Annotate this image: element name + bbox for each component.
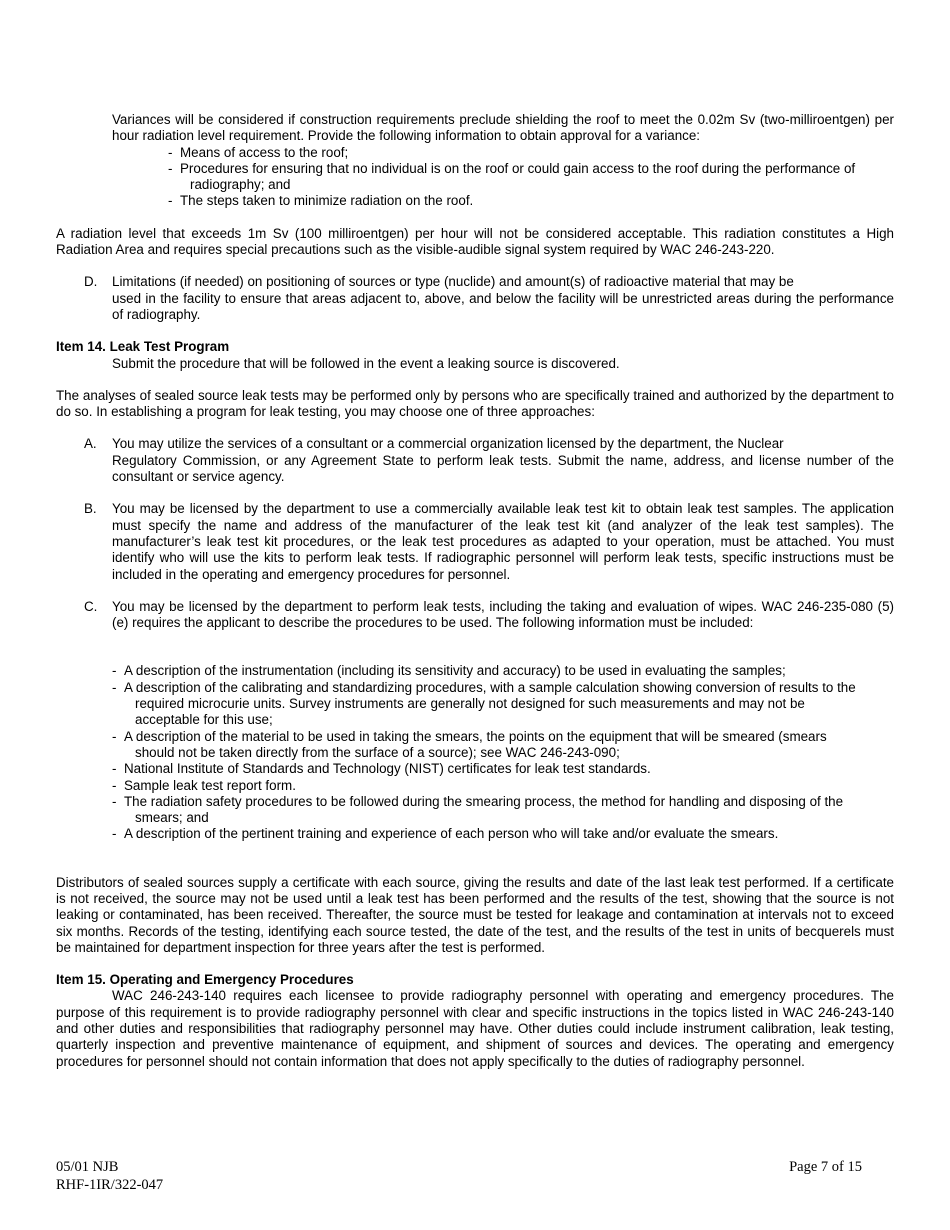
item15-text: WAC 246-243-140 requires each licensee to provide radiography personnel with operating and emergency procedures. The purpose of this requirement is to provide radiography personnel with clear and specific instructions in the topics listed in WAC 246-243-140 and other duties and responsibilities that radiography personnel may have. Other duties could include instrument calibration, leak testing, quarterly inspection and preventive maintenance of equipment, and shipment of sources and devices. The operating and emergency procedures for personnel should not contain information that does not apply specifically to the duties of radiography personnel. <box>56 988 894 1069</box>
item14-option-c <box>56 599 894 632</box>
option-c-letter: C. <box>84 598 98 614</box>
item-d-rest: used in the facility to ensure that areas adjacent to, above, and below the facility will be unrestricted areas during the performance of radiography. <box>112 290 894 322</box>
list-item: - The steps taken to minimize radiation on the roof. <box>168 193 894 209</box>
list-item: - National Institute of Standards and Technology (NIST) certificates for leak test standards. <box>112 761 894 777</box>
option-a-line1: You may utilize the services of a consultant or a commercial organization licensed by the department, the Nuclear <box>112 436 784 452</box>
option-b-text: You may be licensed by the department to use a commercially available leak test kit to obtain leak test samples. The application must specify the name and address of the manufacturer of the leak test kit (and analyzer of the leak test samples). The manufacturer’s leak test kit procedures, or the leak test procedures as adapted to your operation, must be attached. You must identify who will use the kits to perform leak tests. If radiographic personnel will perform leak tests, specific instructions must be included in the operating and emergency procedures for personnel. <box>112 501 894 582</box>
list-item: - Means of access to the roof; <box>168 145 894 161</box>
item14-option-a <box>56 436 894 485</box>
list-item: - A description of the pertinent training and experience of each person who will take and/or evaluate the smears. <box>112 826 894 842</box>
list-item: - Sample leak test report form. <box>112 778 894 794</box>
high-radiation-paragraph: A radiation level that exceeds 1m Sv (100 milliroentgen) per hour will not be considered acceptable. This radiation constitutes a High Radiation Area and requires special precautions such as the visible-audible signal system required by WAC 246-243-220. <box>56 225 894 258</box>
item-d-letter: D. <box>84 274 98 290</box>
option-a-rest: Regulatory Commission, or any Agreement State to perform leak tests. Submit the name, address, and license number of the consultant or service agency. <box>112 452 894 485</box>
option-c-text: You may be licensed by the department to perform leak tests, including the taking and evaluation of wipes. WAC 246-235-080 (5) (e) requires the applicant to describe the procedures to be used. The following information must be included: <box>112 598 894 631</box>
list-item: - The radiation safety procedures to be followed during the smearing process, the method for handling and disposing of the smears; and <box>112 794 894 827</box>
option-b-letter: B. <box>84 501 97 517</box>
list-item: - A description of the instrumentation (including its sensitivity and accuracy) to be used in evaluating the samples; <box>112 663 894 679</box>
distributors-paragraph: Distributors of sealed sources supply a certificate with each source, giving the results and date of the last leak test performed. If a certificate is not received, the source may not be used until a leak test has been performed and the results of the test, showing that the source is not leaking or contaminated, has been received. Thereafter, the source must be tested for leakage and contamination at intervals not to exceed six months. Records of the testing, identifying each source tested, the date of the test, and the results of the test in units of becquerels must be maintained for department inspection for three years after the test is performed. <box>56 874 894 955</box>
item14-heading: Item 14. Leak Test Program <box>56 339 230 355</box>
item15-heading: Item 15. Operating and Emergency Procedures <box>56 972 354 988</box>
footer-date: 05/01 NJB <box>56 1159 119 1175</box>
list-item: - A description of the calibrating and standardizing procedures, with a sample calculation showing conversion of results to the required microcurie units. Survey instruments are generally not designed for such measurements and may not be acceptable for this use; <box>112 680 894 729</box>
footer-doc-id: RHF-1IR/322-047 <box>56 1177 164 1193</box>
list-item: - A description of the material to be used in taking the smears, the points on the equipment that will be smeared (smears should not be taken directly from the surface of a source); see WAC 246-243-090; <box>112 729 894 762</box>
page-number: Page 7 of 15 <box>789 1159 862 1175</box>
document-page <box>56 112 894 1070</box>
item14-option-b <box>56 501 894 582</box>
variance-intro: Variances will be considered if construction requirements preclude shielding the roof to meet the 0.02m Sv (two-milliroentgen) per hour radiation level requirement. Provide the following information to obtain approval for a variance: <box>112 112 894 144</box>
item14-subtext: Submit the procedure that will be followed in the event a leaking source is discovered. <box>112 355 620 371</box>
list-item: - Procedures for ensuring that no individual is on the roof or could gain access to the roof during the performance of radiography; and <box>168 161 894 194</box>
item-d-line1: Limitations (if needed) on positioning of sources or type (nuclide) and amount(s) of radioactive material that may be <box>112 274 794 290</box>
variance-list <box>168 145 894 210</box>
item14-analyses: The analyses of sealed source leak tests may be performed only by persons who are specifically trained and authorized by the department to do so. In establishing a program for leak testing, you may choose one of three approaches: <box>56 387 894 420</box>
option-a-letter: A. <box>84 436 97 452</box>
option-c-list <box>112 663 894 842</box>
item-d <box>56 274 894 323</box>
variance-section <box>112 112 894 210</box>
page-footer <box>56 1158 862 1194</box>
